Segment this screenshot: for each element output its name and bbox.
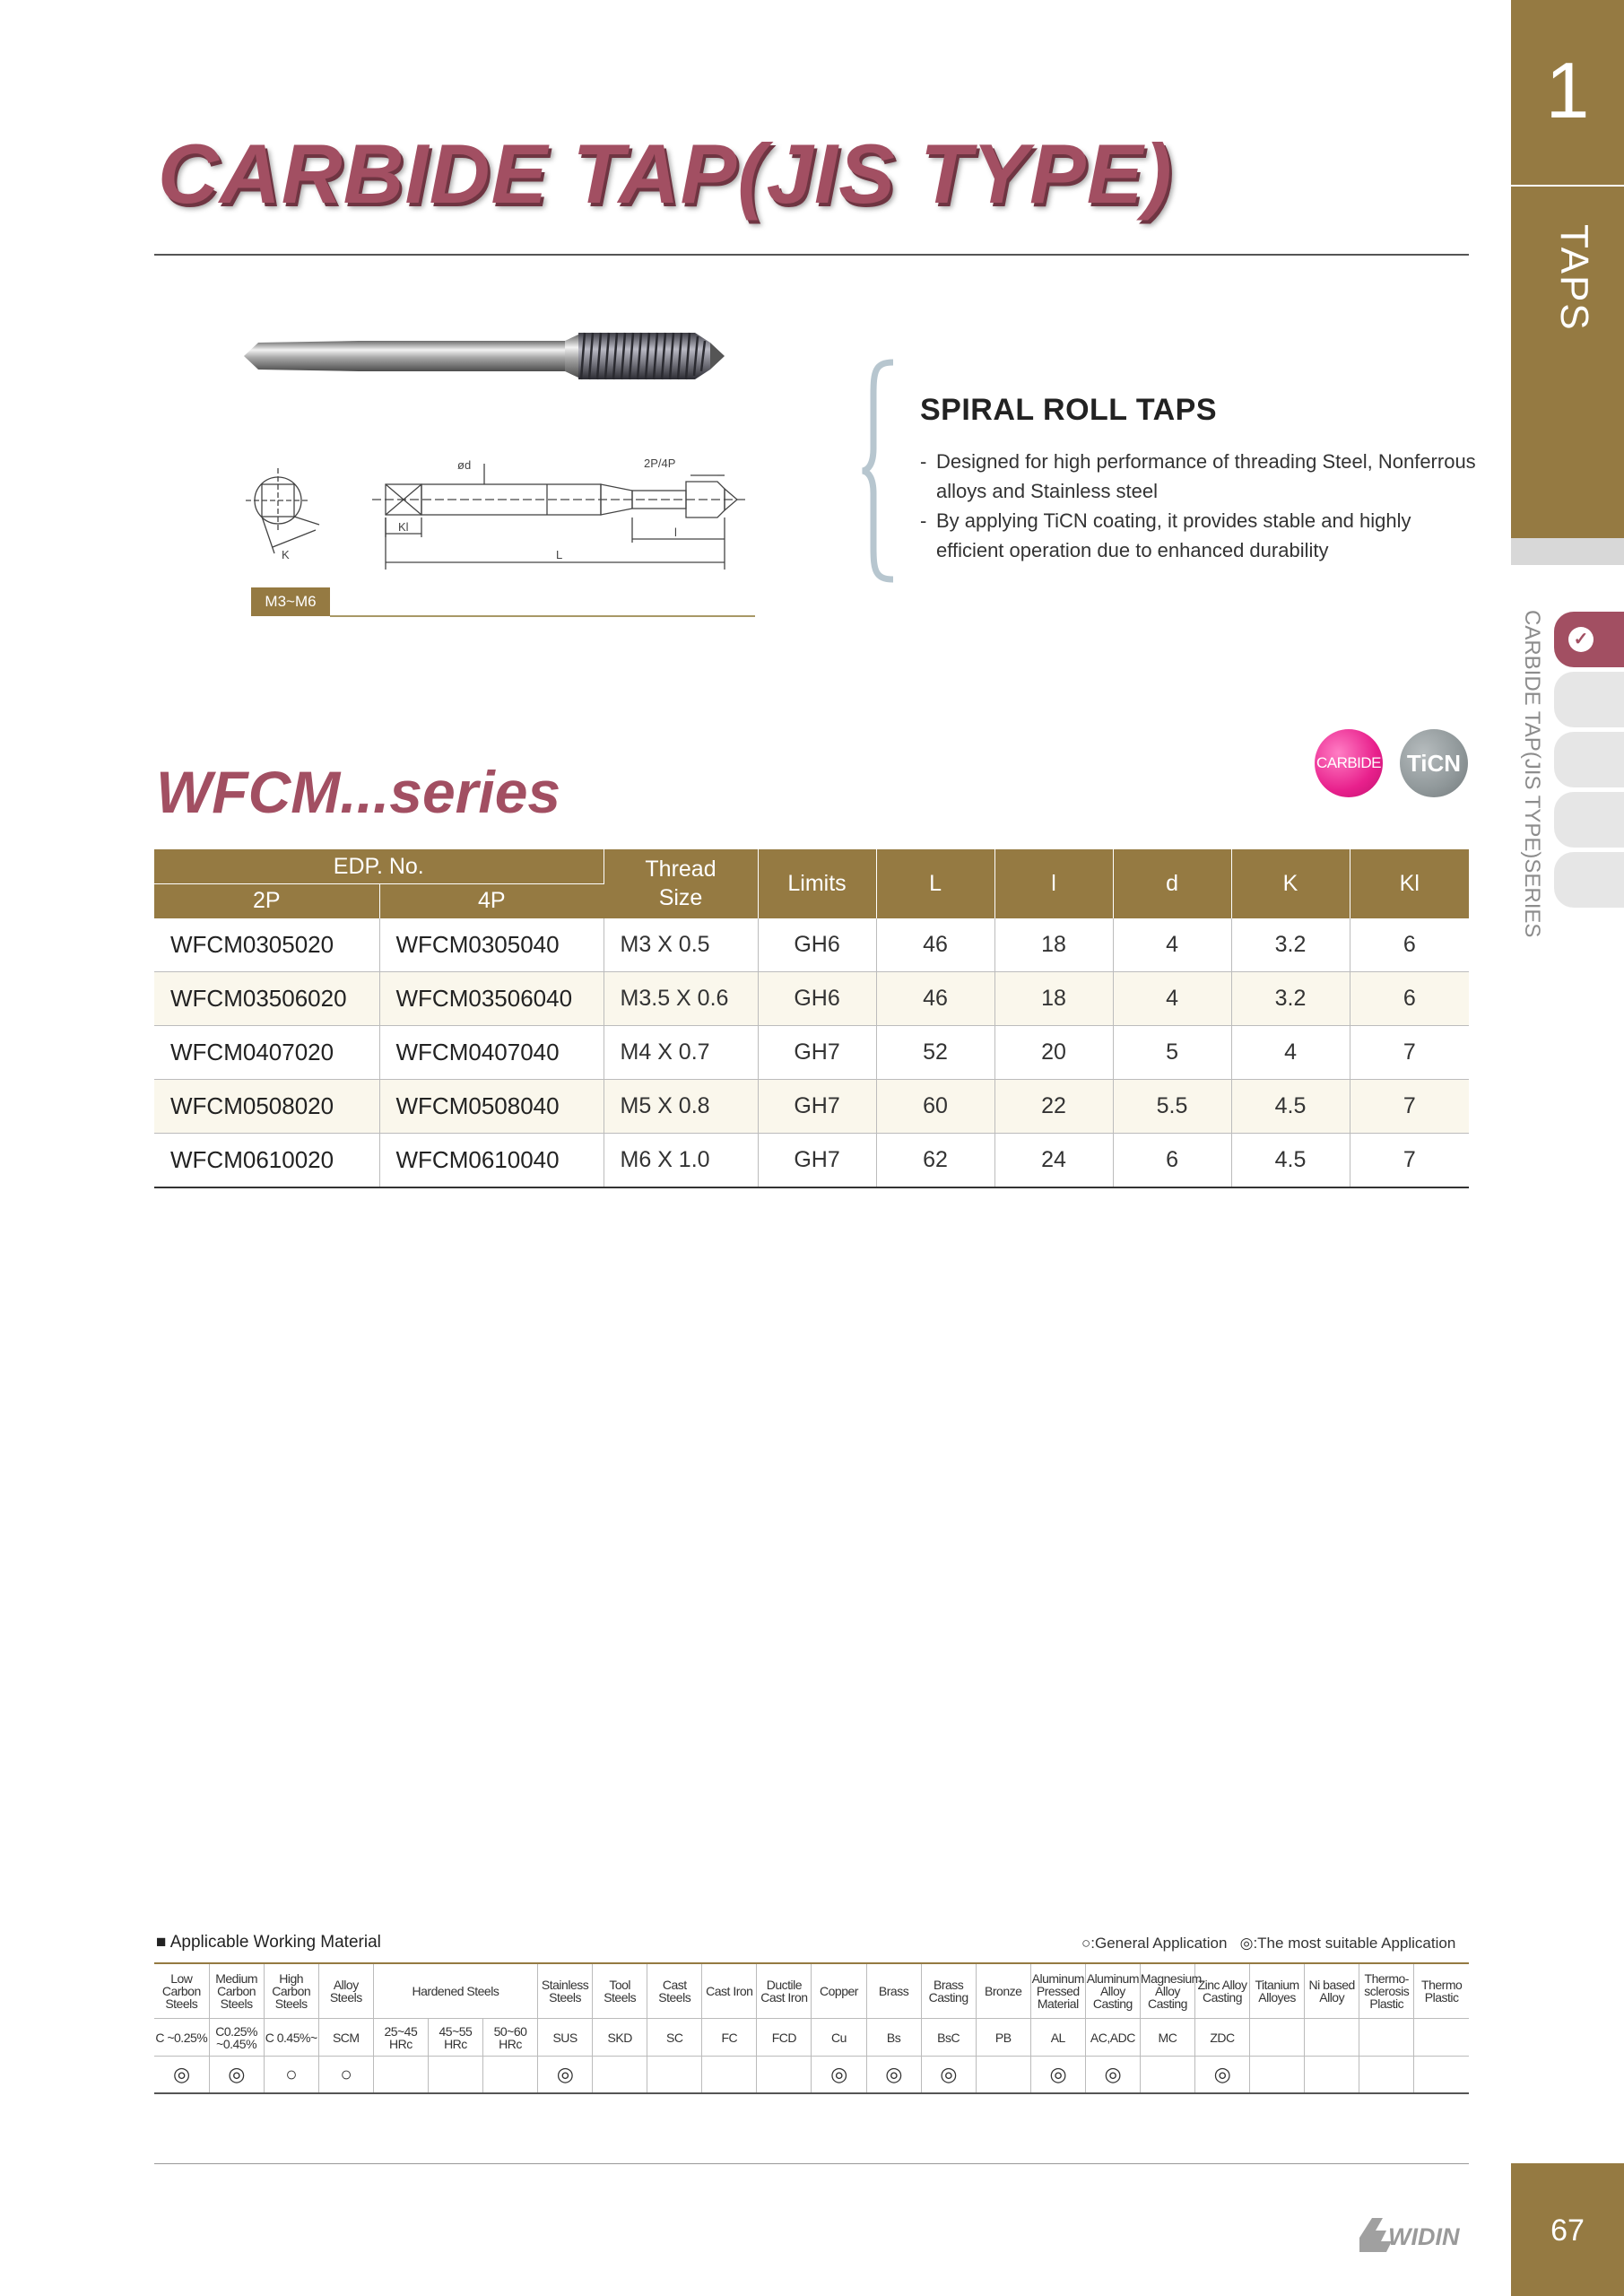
table-row — [154, 1079, 1469, 1133]
material-code — [1359, 2019, 1414, 2057]
material-name: Brass Casting — [921, 1963, 976, 2019]
table-row — [154, 971, 1469, 1025]
cell-4p: WFCM0508040 — [379, 1079, 604, 1133]
drawing-label-l: l — [674, 526, 677, 539]
page-title: CARBIDE TAP(JIS TYPE) — [158, 126, 1173, 221]
material-name: Stainless Steels — [538, 1963, 593, 2019]
header-edp: EDP. No. — [154, 849, 604, 884]
material-name: Ductile Cast Iron — [757, 1963, 812, 2019]
material-suitability: ◎ — [1030, 2057, 1085, 2094]
material-name: Cast Steels — [647, 1963, 702, 2019]
material-name: Alloy Steels — [318, 1963, 373, 2019]
material-suitability — [428, 2057, 482, 2094]
cell-l: 24 — [994, 1133, 1113, 1187]
cell-L: 62 — [876, 1133, 994, 1187]
cell-limits: GH7 — [758, 1025, 876, 1079]
material-code: PB — [976, 2019, 1030, 2057]
cell-Kl: 7 — [1350, 1133, 1469, 1187]
material-name: Zinc Alloy Casting — [1194, 1963, 1249, 2019]
material-name: Tool Steels — [593, 1963, 647, 2019]
material-suitability — [593, 2057, 647, 2094]
material-name: Copper — [812, 1963, 866, 2019]
section-label: CARBIDE TAP(JIS TYPE)SERIES — [1520, 610, 1544, 938]
material-name: Aluminum Alloy Casting — [1085, 1963, 1140, 2019]
material-suitability — [1250, 2057, 1305, 2094]
cell-K: 3.2 — [1231, 918, 1350, 972]
chapter-tab-footer — [1511, 538, 1624, 565]
material-name: Brass — [866, 1963, 921, 2019]
cell-Kl: 7 — [1350, 1079, 1469, 1133]
material-code: 25~45 HRc — [373, 2019, 428, 2057]
material-code: Bs — [866, 2019, 921, 2057]
header-thread-size: Thread Size — [604, 849, 758, 918]
material-name: Thermo Plastic — [1414, 1963, 1469, 2019]
cell-2p: WFCM0407020 — [154, 1025, 379, 1079]
material-code: C ~0.25% — [154, 2019, 209, 2057]
cell-Kl: 6 — [1350, 918, 1469, 972]
cell-L: 52 — [876, 1025, 994, 1079]
material-suitability — [1140, 2057, 1194, 2094]
description-list — [920, 447, 1476, 565]
material-name: Magnesium Alloy Casting — [1140, 1963, 1194, 2019]
chapter-label: TAPS — [1552, 224, 1596, 332]
material-code: FC — [702, 2019, 757, 2057]
header-Kl: Kl — [1350, 849, 1469, 918]
material-name: Ni based Alloy — [1305, 1963, 1359, 2019]
description-item: - Designed for high performance of threading Steel, Nonferrous alloys and Stainless steel — [920, 450, 1476, 502]
material-suitability: ◎ — [209, 2057, 264, 2094]
table-row — [154, 918, 1469, 972]
cell-4p: WFCM0610040 — [379, 1133, 604, 1187]
drawing-label-pitch: 2P/4P — [644, 457, 676, 470]
material-code: Cu — [812, 2019, 866, 2057]
material-code: ZDC — [1194, 2019, 1249, 2057]
section-tab[interactable] — [1554, 732, 1624, 787]
material-code: MC — [1140, 2019, 1194, 2057]
material-name: High Carbon Steels — [264, 1963, 318, 2019]
materials-caption: ■ Applicable Working Material — [156, 1933, 381, 1952]
cell-2p: WFCM0610020 — [154, 1133, 379, 1187]
cell-Kl: 7 — [1350, 1025, 1469, 1079]
header-limits: Limits — [758, 849, 876, 918]
tap-illustration — [233, 318, 807, 587]
cell-d: 4 — [1113, 971, 1231, 1025]
series-title: WFCM...series — [156, 759, 561, 825]
section-tab-active[interactable] — [1554, 612, 1624, 667]
cell-K: 4 — [1231, 1025, 1350, 1079]
material-code: AC,ADC — [1085, 2019, 1140, 2057]
cell-l: 18 — [994, 918, 1113, 972]
material-code — [1250, 2019, 1305, 2057]
header-d: d — [1113, 849, 1231, 918]
cell-2p: WFCM03506020 — [154, 971, 379, 1025]
material-code: SC — [647, 2019, 702, 2057]
drawing-label-L: L — [556, 548, 563, 561]
material-suitability: ◎ — [812, 2057, 866, 2094]
cell-K: 4.5 — [1231, 1079, 1350, 1133]
check-icon: ✓ — [1568, 627, 1594, 652]
header-l: l — [994, 849, 1113, 918]
section-tab[interactable] — [1554, 852, 1624, 908]
material-name: Low Carbon Steels — [154, 1963, 209, 2019]
material-suitability — [702, 2057, 757, 2094]
cell-4p: WFCM0407040 — [379, 1025, 604, 1079]
cell-d: 4 — [1113, 918, 1231, 972]
material-suitability: ◎ — [538, 2057, 593, 2094]
material-suitability: ◎ — [1085, 2057, 1140, 2094]
drawing-label-d: ød — [457, 458, 472, 472]
material-suitability: ○ — [264, 2057, 318, 2094]
material-code: FCD — [757, 2019, 812, 2057]
svg-text:WIDIN: WIDIN — [1388, 2223, 1460, 2250]
ticn-coating-badge: TiCN — [1400, 729, 1468, 797]
cell-limits: GH6 — [758, 971, 876, 1025]
material-name: Hardened Steels — [373, 1963, 537, 2019]
material-code: C0.25% ~0.45% — [209, 2019, 264, 2057]
cell-thread: M5 X 0.8 — [604, 1079, 758, 1133]
title-divider — [154, 254, 1469, 256]
material-name: Cast Iron — [702, 1963, 757, 2019]
cell-Kl: 6 — [1350, 971, 1469, 1025]
brace-icon — [859, 359, 899, 583]
section-tab[interactable] — [1554, 792, 1624, 848]
cell-L: 60 — [876, 1079, 994, 1133]
material-suitability — [1359, 2057, 1414, 2094]
material-code — [1305, 2019, 1359, 2057]
footer-divider — [154, 2163, 1469, 2164]
cell-d: 5 — [1113, 1025, 1231, 1079]
table-row — [154, 1133, 1469, 1187]
carbide-badge: CARBIDE — [1315, 729, 1383, 797]
material-code: 50~60 HRc — [482, 2019, 537, 2057]
cell-2p: WFCM0508020 — [154, 1079, 379, 1133]
page-number: 67 — [1550, 2213, 1585, 2248]
material-code: C 0.45%~ — [264, 2019, 318, 2057]
description-item: - By applying TiCN coating, it provides stable and highly efficient operation due to enhanced durability — [920, 509, 1411, 561]
header-K: K — [1231, 849, 1350, 918]
header-L: L — [876, 849, 994, 918]
material-suitability — [976, 2057, 1030, 2094]
material-code: BsC — [921, 2019, 976, 2057]
material-code: SUS — [538, 2019, 593, 2057]
material-code: SCM — [318, 2019, 373, 2057]
drawing-label-kl: Kl — [398, 520, 409, 534]
description-title: SPIRAL ROLL TAPS — [920, 393, 1218, 427]
chapter-divider — [1511, 185, 1624, 187]
material-suitability: ◎ — [1194, 2057, 1249, 2094]
cell-L: 46 — [876, 971, 994, 1025]
material-code: 45~55 HRc — [428, 2019, 482, 2057]
cell-d: 5.5 — [1113, 1079, 1231, 1133]
cell-limits: GH7 — [758, 1079, 876, 1133]
drawing-label-k: K — [282, 548, 290, 561]
table-row — [154, 1025, 1469, 1079]
cell-l: 18 — [994, 971, 1113, 1025]
tap-photo — [244, 333, 725, 379]
header-4p: 4P — [379, 884, 604, 918]
cell-thread: M6 X 1.0 — [604, 1133, 758, 1187]
material-code: AL — [1030, 2019, 1085, 2057]
cell-K: 3.2 — [1231, 971, 1350, 1025]
cell-L: 46 — [876, 918, 994, 972]
widin-logo-icon — [1356, 2211, 1469, 2256]
materials-legend: ○:General Application ◎:The most suitable Application — [1081, 1935, 1456, 1952]
cell-limits: GH7 — [758, 1133, 876, 1187]
material-name: Bronze — [976, 1963, 1030, 2019]
cell-4p: WFCM0305040 — [379, 918, 604, 972]
material-name: Medium Carbon Steels — [209, 1963, 264, 2019]
tap-end-view — [246, 468, 319, 553]
material-name: Aluminum Pressed Material — [1030, 1963, 1085, 2019]
cell-l: 20 — [994, 1025, 1113, 1079]
section-tab[interactable] — [1554, 672, 1624, 727]
material-suitability: ◎ — [154, 2057, 209, 2094]
material-suitability — [373, 2057, 428, 2094]
size-range-line — [330, 615, 755, 617]
cell-thread: M3.5 X 0.6 — [604, 971, 758, 1025]
material-suitability: ◎ — [921, 2057, 976, 2094]
cell-l: 22 — [994, 1079, 1113, 1133]
material-suitability — [1414, 2057, 1469, 2094]
material-name: Thermo-sclerosis Plastic — [1359, 1963, 1414, 2019]
material-suitability: ◎ — [866, 2057, 921, 2094]
cell-4p: WFCM03506040 — [379, 971, 604, 1025]
cell-d: 6 — [1113, 1133, 1231, 1187]
material-name: Titanium Alloyes — [1250, 1963, 1305, 2019]
cell-limits: GH6 — [758, 918, 876, 972]
material-suitability — [1305, 2057, 1359, 2094]
materials-table — [154, 1962, 1469, 2094]
material-suitability: ○ — [318, 2057, 373, 2094]
cell-thread: M3 X 0.5 — [604, 918, 758, 972]
cell-2p: WFCM0305020 — [154, 918, 379, 972]
material-suitability — [647, 2057, 702, 2094]
header-2p: 2P — [154, 884, 379, 918]
material-code: SKD — [593, 2019, 647, 2057]
material-code — [1414, 2019, 1469, 2057]
cell-thread: M4 X 0.7 — [604, 1025, 758, 1079]
material-suitability — [757, 2057, 812, 2094]
size-range-badge: M3~M6 — [251, 587, 330, 616]
spec-table — [154, 849, 1469, 1188]
material-suitability — [482, 2057, 537, 2094]
cell-K: 4.5 — [1231, 1133, 1350, 1187]
chapter-number: 1 — [1545, 46, 1590, 135]
